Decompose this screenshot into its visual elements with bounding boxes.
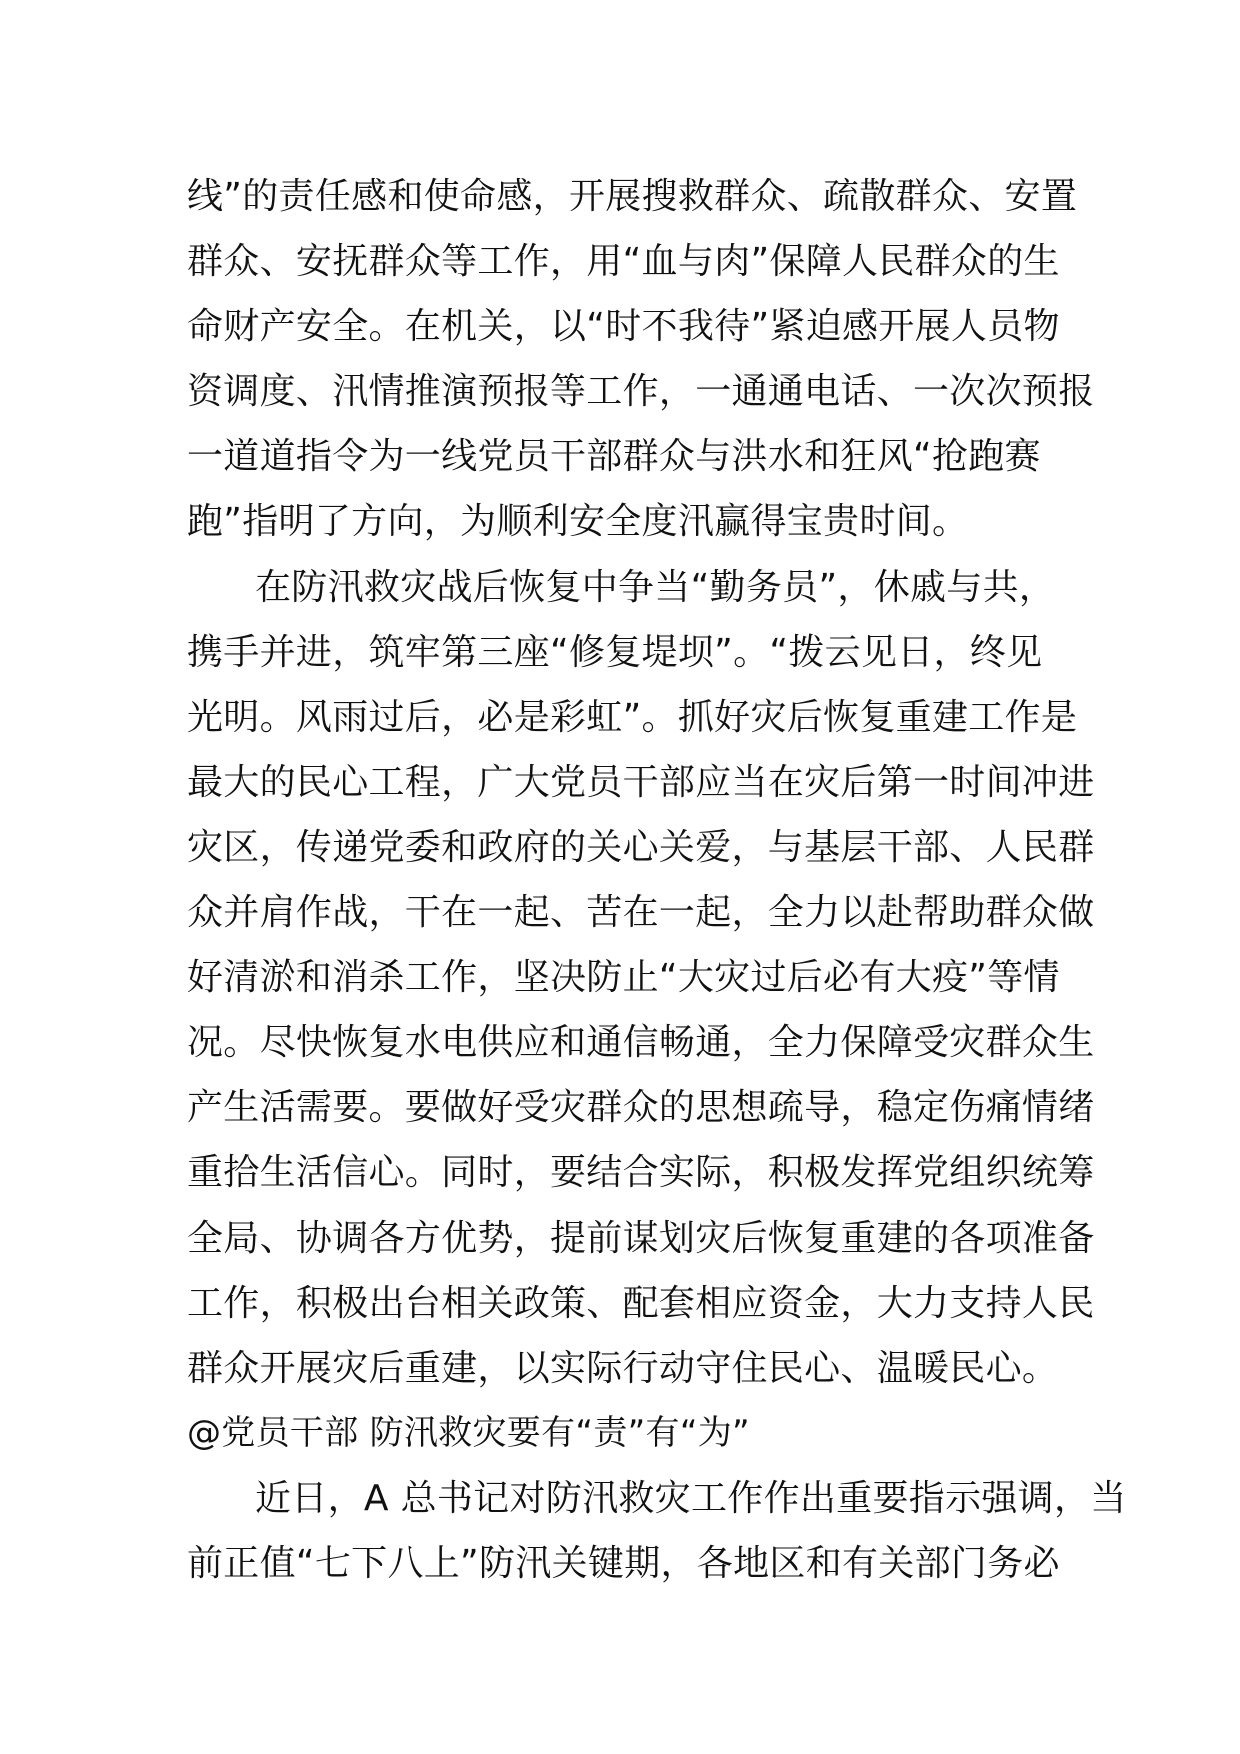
paragraph-1 <box>187 164 1095 555</box>
section-heading: @党员干部 防汛救灾要有“责”有“为” <box>187 1412 750 1453</box>
text-line: 群众开展灾后重建，以实际行动守住民心、温暖民心。 <box>187 1347 1059 1389</box>
paragraph-3 <box>187 1466 1127 1596</box>
text-line: 工作，积极出台相关政策、配套相应资金，大力支持人民 <box>187 1282 1095 1324</box>
paragraph-2 <box>187 555 1095 1401</box>
text-line: 资调度、汛情推演预报等工作，一通通电话、一次次预报 <box>187 371 1095 413</box>
text-line: 跑”指明了方向，为顺利安全度汛赢得宝贵时间。 <box>187 501 969 543</box>
text-line: 一道道指令为一线党员干部群众与洪水和狂风“抢跑赛 <box>187 436 1041 478</box>
text-line: 众并肩作战，干在一起、苦在一起，全力以赴帮助群众做 <box>187 892 1095 934</box>
text-line: 最大的民心工程，广大党员干部应当在灾后第一时间冲进 <box>187 761 1095 803</box>
text-line: 光明。风雨过后，必是彩虹”。抓好灾后恢复重建工作是 <box>187 696 1078 738</box>
text-line: 群众、安抚群众等工作，用“血与肉”保障人民群众的生 <box>187 241 1060 283</box>
text-line: 好清淤和消杀工作，坚决防止“大灾过后必有大疫”等情 <box>187 957 1060 999</box>
text-line: 携手并进，筑牢第三座“修复堤坝”。“拨云见日，终见 <box>187 631 1043 673</box>
text-line: 灾区，传递党委和政府的关心关爱，与基层干部、人民群 <box>187 826 1095 868</box>
text-line: 命财产安全。在机关，以“时不我待”紧迫感开展人员物 <box>187 306 1060 348</box>
text-line: 近日，A 总书记对防汛救灾工作作出重要指示强调，当 <box>255 1477 1127 1519</box>
text-line: 况。尽快恢复水电供应和通信畅通，全力保障受灾群众生 <box>187 1022 1095 1064</box>
text-line: 重拾生活信心。同时，要结合实际，积极发挥党组织统筹 <box>187 1152 1095 1194</box>
text-line: 线”的责任感和使命感，开展搜救群众、疏散群众、安置 <box>187 176 1078 217</box>
document-body <box>187 164 1127 1596</box>
text-line: 全局、协调各方优势，提前谋划灾后恢复重建的各项准备 <box>187 1217 1095 1259</box>
text-line: 产生活需要。要做好受灾群众的思想疏导，稳定伤痛情绪 <box>187 1087 1095 1129</box>
text-line: 前正值“七下八上”防汛关键期，各地区和有关部门务必 <box>187 1542 1060 1584</box>
text-line: 在防汛救灾战后恢复中争当“勤务员”，休戚与共， <box>255 566 1056 608</box>
